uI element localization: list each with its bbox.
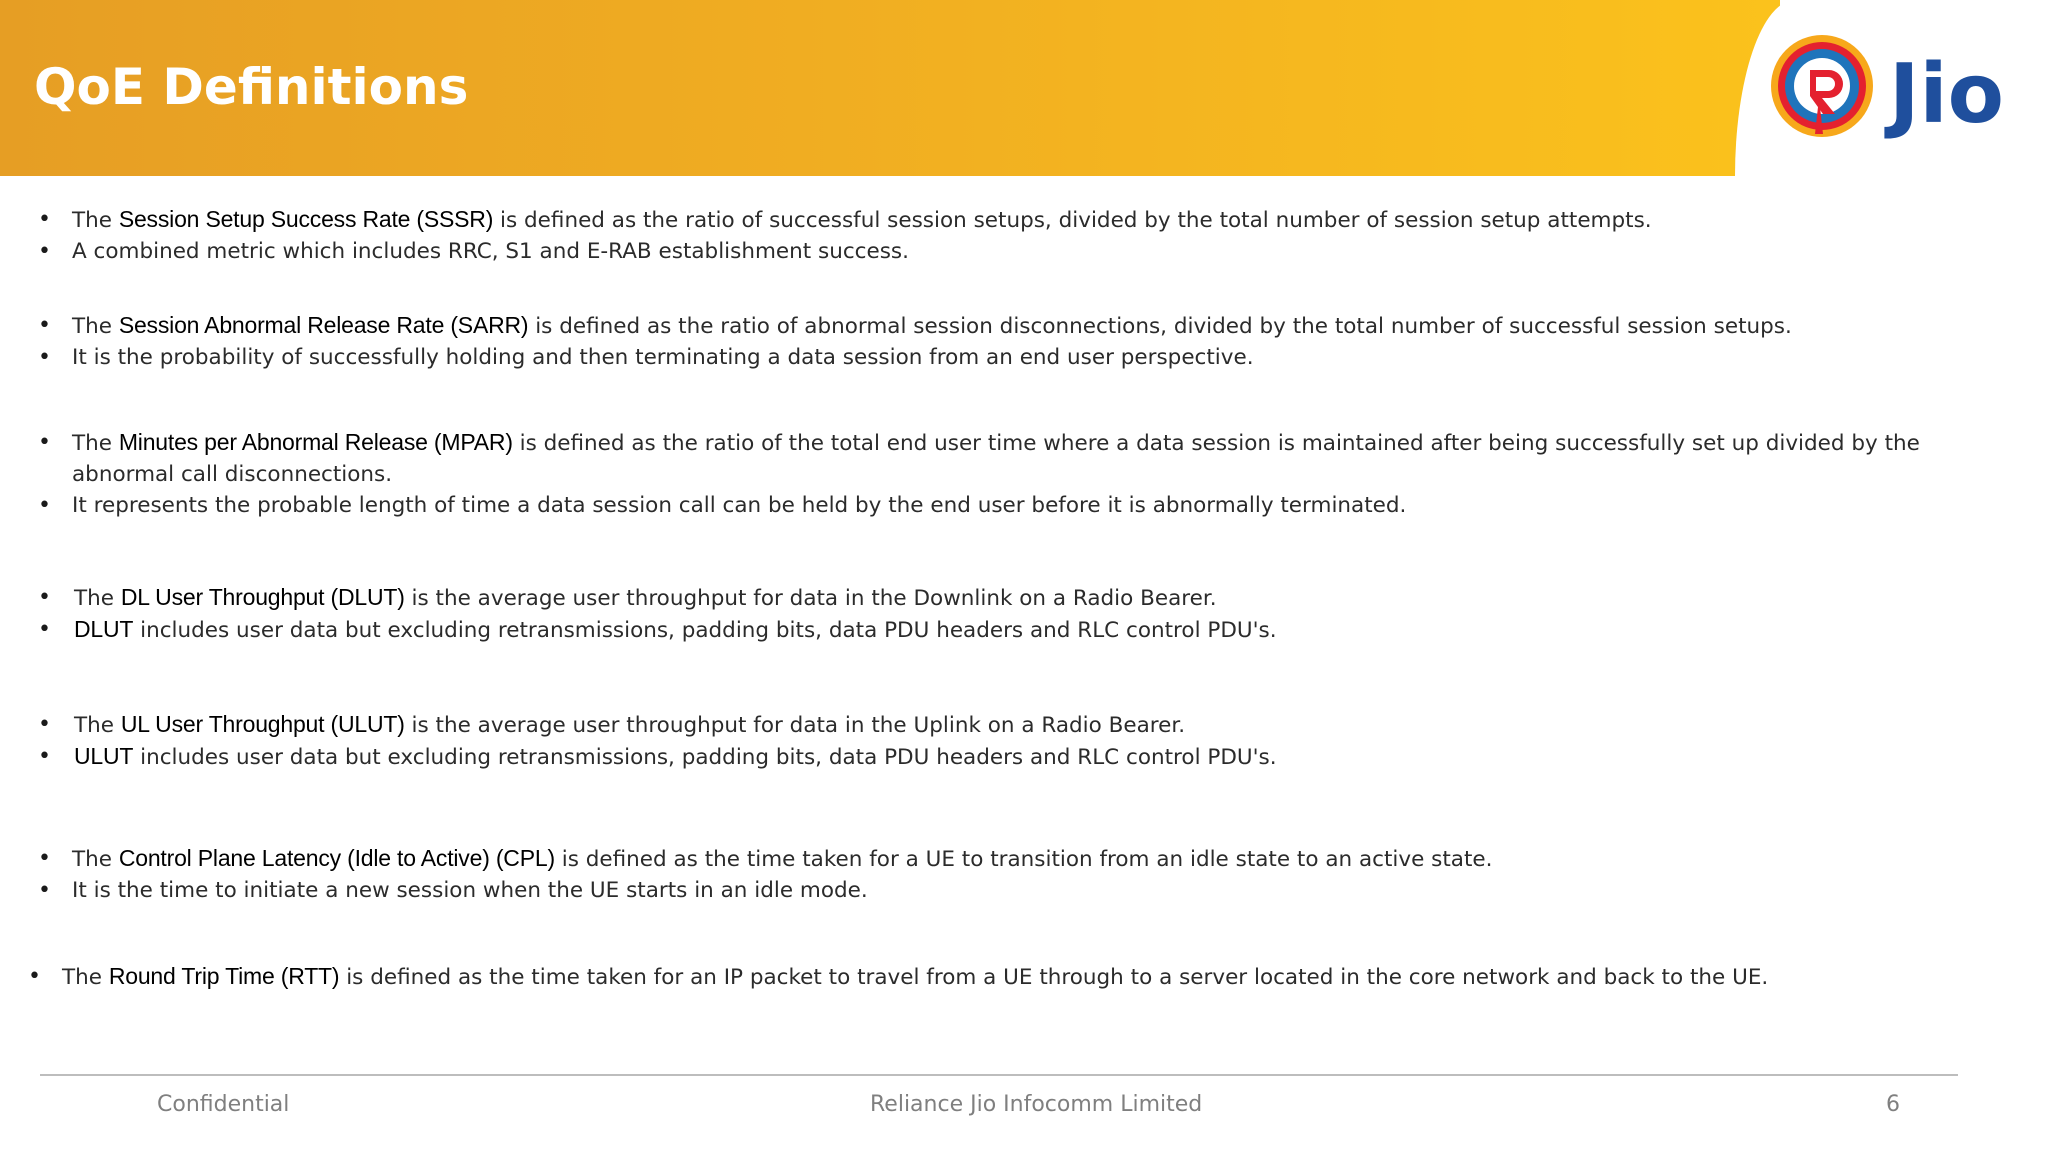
- term: Session Setup Success Rate (SSSR): [118, 206, 494, 232]
- definition-group-rtt: [24, 961, 2014, 993]
- list-item: • The UL User Throughput (ULUT) is the average user throughput for data in the Uplink on a Radio Bearer.: [34, 709, 2014, 741]
- term: Round Trip Time (RTT): [108, 963, 340, 989]
- page-title: QoE Definitions: [34, 58, 469, 116]
- definition-group-ulut: [34, 709, 2014, 773]
- list-item: • DLUT includes user data but excluding retransmissions, padding bits, data PDU headers and RLC control PDU's.: [34, 614, 2014, 646]
- list-item: • The Control Plane Latency (Idle to Active) (CPL) is defined as the time taken for a UE to transition from an idle state to an active state.: [34, 843, 2014, 875]
- term: ULUT: [74, 743, 134, 769]
- list-item: • A combined metric which includes RRC, S1 and E-RAB establishment success.: [34, 236, 2014, 267]
- footer-divider: [40, 1074, 1958, 1076]
- term: Session Abnormal Release Rate (SARR): [118, 312, 529, 338]
- footer-company: Reliance Jio Infocomm Limited: [870, 1092, 1203, 1117]
- term: Control Plane Latency (Idle to Active) (CPL): [118, 845, 555, 871]
- page-number: 6: [1886, 1092, 1900, 1117]
- list-item: • The Minutes per Abnormal Release (MPAR) is defined as the ratio of the total end user time where a data session is maintained after being successfully set up divided by the abnormal call disconnections.: [34, 427, 1994, 490]
- term: Minutes per Abnormal Release (MPAR): [118, 429, 513, 455]
- term: DL User Throughput (DLUT): [120, 584, 405, 610]
- definition-group-cpl: [34, 843, 2014, 906]
- term: DLUT: [74, 616, 134, 642]
- term: UL User Throughput (ULUT): [120, 711, 405, 737]
- list-item: • The Session Setup Success Rate (SSSR) is defined as the ratio of successful session setups, divided by the total number of session setup attempts.: [34, 204, 2014, 236]
- list-item: • The Round Trip Time (RTT) is defined as the time taken for an IP packet to travel from a UE through to a server located in the core network and back to the UE.: [24, 961, 2014, 993]
- footer-confidential: Confidential: [157, 1092, 290, 1117]
- list-item: • It is the probability of successfully holding and then terminating a data session from an end user perspective.: [34, 342, 2014, 373]
- definition-group-dlut: [34, 582, 2014, 646]
- list-item: • ULUT includes user data but excluding retransmissions, padding bits, data PDU headers and RLC control PDU's.: [34, 741, 2014, 773]
- list-item: • The DL User Throughput (DLUT) is the average user throughput for data in the Downlink on a Radio Bearer.: [34, 582, 2014, 614]
- definition-group-sarr: [34, 310, 2014, 373]
- definition-group-sssr: [34, 204, 2014, 267]
- list-item: • The Session Abnormal Release Rate (SARR) is defined as the ratio of abnormal session disconnections, divided by the total number of successful session setups.: [34, 310, 2014, 342]
- svg-text:Jio: Jio: [1889, 47, 2004, 142]
- list-item: • It represents the probable length of time a data session call can be held by the end user before it is abnormally terminated.: [34, 490, 1994, 521]
- definition-group-mpar: [34, 427, 1994, 521]
- list-item: • It is the time to initiate a new session when the UE starts in an idle mode.: [34, 875, 2014, 906]
